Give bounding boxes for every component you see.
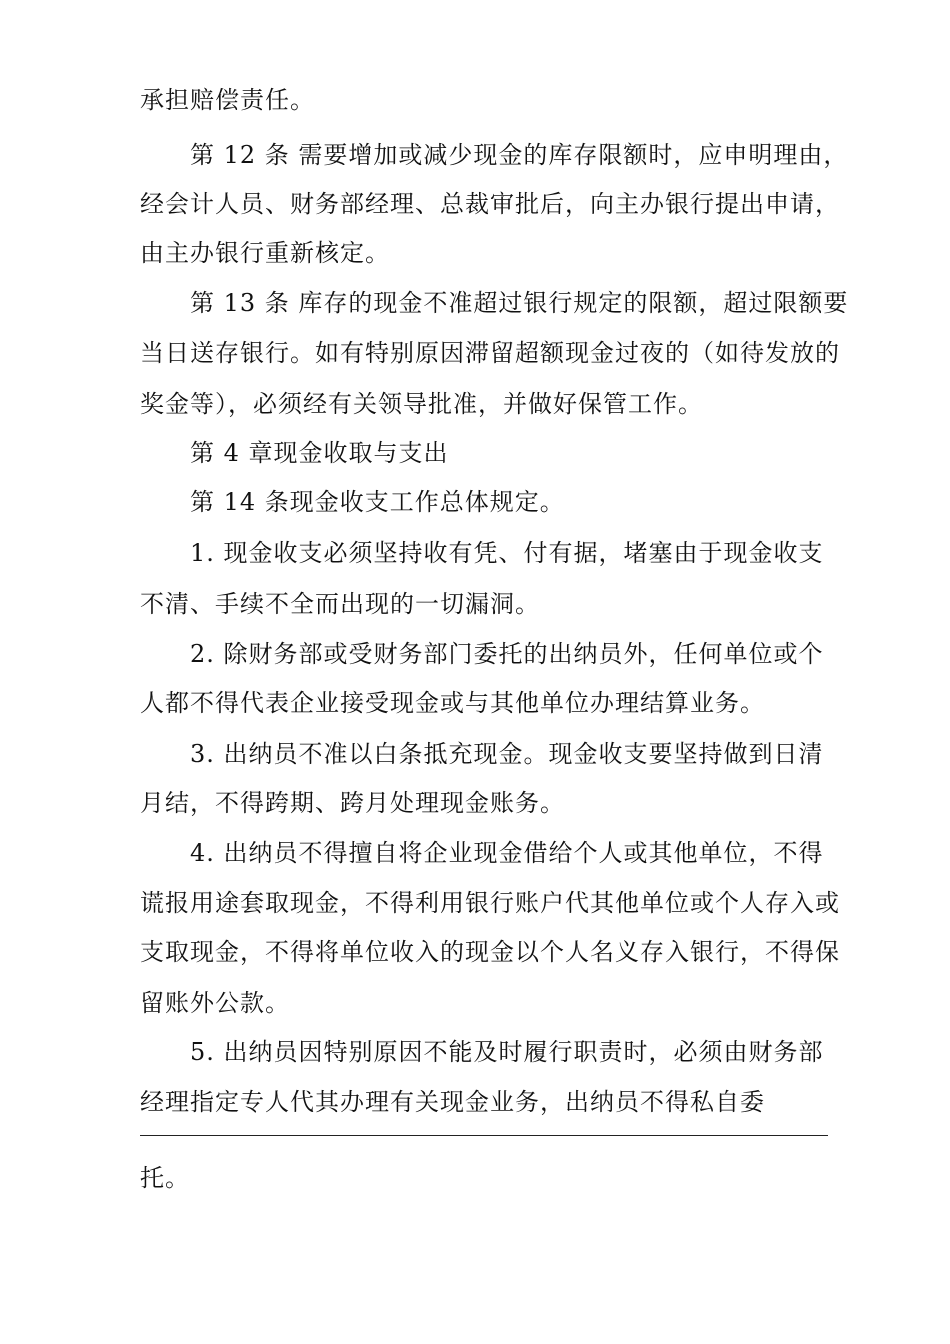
- article-14-heading: 第 14 条现金收支工作总体规定。: [190, 488, 565, 516]
- text-line: 不清、手续不全而出现的一切漏洞。: [140, 590, 540, 618]
- list-item-1: 1. 现金收支必须坚持收有凭、付有据，堵塞由于现金收支: [190, 539, 824, 567]
- list-item-2: 2. 除财务部或受财务部门委托的出纳员外，任何单位或个: [190, 640, 824, 668]
- text-line: 经会计人员、财务部经理、总裁审批后，向主办银行提出申请，: [140, 190, 840, 218]
- text-line: 人都不得代表企业接受现金或与其他单位办理结算业务。: [140, 689, 765, 717]
- article-12-line-1: 第 12 条 需要增加或减少现金的库存限额时，应申明理由，: [190, 141, 849, 169]
- text-line: 经理指定专人代其办理有关现金业务，出纳员不得私自委: [140, 1088, 765, 1116]
- text-line: 月结，不得跨期、跨月处理现金账务。: [140, 789, 565, 817]
- text-line: 支取现金，不得将单位收入的现金以个人名义存入银行，不得保: [140, 938, 840, 966]
- text-line: 当日送存银行。如有特别原因滞留超额现金过夜的（如待发放的: [140, 339, 840, 367]
- list-item-5: 5. 出纳员因特别原因不能及时履行职责时，必须由财务部: [190, 1038, 824, 1066]
- text-line: 谎报用途套取现金，不得利用银行账户代其他单位或个人存入或: [140, 889, 840, 917]
- footnote-continuation: 托。: [140, 1164, 190, 1192]
- article-13-line-1: 第 13 条 库存的现金不准超过银行规定的限额，超过限额要: [190, 289, 849, 317]
- text-line: 由主办银行重新核定。: [140, 239, 390, 267]
- text-line: 承担赔偿责任。: [140, 86, 315, 114]
- list-item-3: 3. 出纳员不准以白条抵充现金。现金收支要坚持做到日清: [190, 740, 824, 768]
- text-line: 奖金等），必须经有关领导批准，并做好保管工作。: [140, 390, 703, 418]
- footnote-divider: [140, 1135, 828, 1136]
- text-line: 留账外公款。: [140, 989, 290, 1017]
- chapter-heading: 第 4 章现金收取与支出: [190, 439, 449, 467]
- list-item-4: 4. 出纳员不得擅自将企业现金借给个人或其他单位，不得: [190, 839, 824, 867]
